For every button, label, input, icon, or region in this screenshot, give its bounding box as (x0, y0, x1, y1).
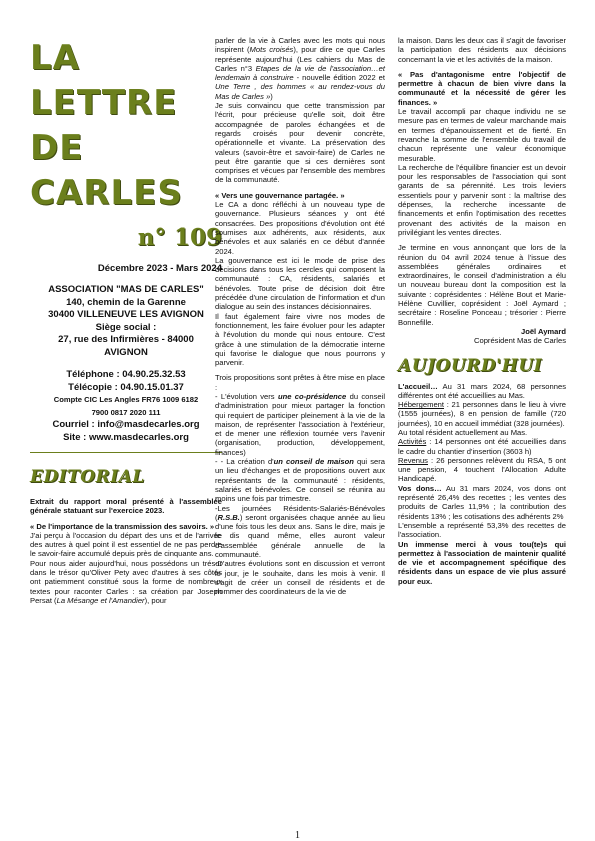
activites-paragraph: Activités : 14 personnes ont été accueillies dans le cadre du chantier d'insertion (3603 h) (398, 437, 566, 456)
contact-block (30, 369, 222, 444)
website-link[interactable]: Site : www.masdecarles.org (63, 431, 189, 443)
seat-label: Siège social : (95, 321, 157, 333)
finances-paragraph-2: La recherche de l'équilibre financier est un devoir pour les responsables de l'association qui sont garants de sa pérennité. Les trois leviers essentiels pour y parvenir sont : la maîtrise des dépenses, la recherche incessante de financements et enfin l'optimisation des recettes provenant des activités de la maison en privilégiant les ventes directes. (398, 162, 566, 237)
board-announcement: Je termine en vous annonçant que lors de la réunion du 04 avril 2024 tenue à l'issue des assemblées générales ordinaires et extraordinaires, le conseil d'administration a élu un nouveau bureau dont la composition est la suivante : coprésidentes : Hélène Bout et Marie-Hélène Cuvillier, coprésident : Joël Aymard ; secrétaire : Roseline Ponceau ; trésorier : Pierre Bonnefille. (398, 243, 566, 327)
governance-paragraph-3: Il faut également faire vivre nos modes de fonctionnement, les faire évoluer pour les adapter à l'évolution du monde qui nous entoure. C'est grâce à une stimulation de la démocratie interne qui favorise le dialogue que nous pourrons y parvenir. (215, 311, 385, 368)
seat-street: 27, rue des Infirmières - 84000 (58, 334, 194, 345)
divider (30, 452, 222, 453)
issue-number: n° 109 (137, 224, 222, 251)
masthead-line-2: LETTRE (30, 83, 178, 123)
issue-date: Décembre 2023 - Mars 2024 (97, 263, 222, 274)
editorial-paragraph-1: J'ai perçu à l'occasion du départ des uns et de l'arrivée des autres à quel point il est essentiel de ne pas perdre le savoir-faire accumulé depuis près de cinquante ans. (30, 530, 222, 559)
bank-account-1: Compte CIC Les Angles FR76 1009 6182 (53, 395, 199, 404)
finances-heading: « Pas d'antagonisme entre l'objectif de permettre à chacun de bien vivre dans la communauté et la nécessité de gérer les finances. » (398, 69, 566, 107)
phone: Téléphone : 04.90.25.32.53 (66, 369, 186, 380)
proposal-item-3: -Les journées Résidents-Salariés-Bénévoles (R.S.B.) seront organisées chaque année au lieu d'une fois tous les deux ans. Sans le dire, mais je le dis quand même, elles auront valeur d'assemblée générale annuelle de la communauté. (215, 503, 385, 560)
middle-column (215, 36, 385, 597)
association-street: 140, chemin de la Garenne (66, 296, 186, 308)
ensemble-paragraph: L'ensemble a représenté 53,3% des recettes de l'association. (398, 520, 566, 540)
left-column (30, 36, 222, 605)
masthead-title (30, 36, 222, 216)
signature-name: Joël Aymard (520, 326, 566, 336)
proposal-item-1: - L'évolution vers une co-présidence du conseil d'administration pour mieux partager la fonction qui requiert de participer pleinement à la vie de la maison, de représenter l'association à l'extérieur, et de mener une réflexion tournée vers l'avenir (organisation, production, développement, finances) (215, 391, 386, 457)
email-link[interactable]: Courriel : info@masdecarles.org (52, 419, 200, 430)
proposal-item-4: -D'autres évolutions sont en discussion et verront le jour, je le souhaite, dans les mois à venir. Il s'agit de créer un conseil de résidents et de nommer des coordinateurs de la vie de (215, 559, 385, 597)
editorial-intro: Extrait du rapport moral présenté à l'assemblée générale statuant sur l'exercice 2023. (30, 497, 222, 516)
page-number: 1 (295, 830, 300, 841)
column3-paragraph-1: la maison. Dans les deux cas il s'agit de favoriser la participation des résidents aux décisions concernant la vie et les activités de la maison. (398, 36, 566, 64)
thanks-paragraph: Un immense merci à vous tou(te)s qui permettez à l'association de maintenir qualité de vie et accompagnement spécifique des résidents dans un espace de vie plus assuré pour eux. (398, 539, 566, 586)
governance-paragraph-1: Le CA a donc réfléchi à un nouveau type de gouvernance. Plusieurs séances y ont été consacrées. Des propositions d'évolution ont été soumises aux adhérents, aux résidents, aux bénévoles et aux salariés en ce début d'année 2024. (215, 200, 385, 256)
right-column (398, 36, 566, 586)
governance-paragraph-2: La gouvernance est ici le mode de prise des décisions dans tous les cercles qui composent la communauté : CA, résidents, salariés et bénévoles. Toute prise de décision doit être précédée d'une circulation de l'information et d'un dialogue au sein des instances décisionnaires. (215, 255, 385, 312)
proposal-item-2: - - La création d'un conseil de maison qui sera un lieu d'échanges et de propositions ouvert aux représentants de la communauté : résidents, salariés et bénévoles. Ce conseil se réunira au moins une fois par trimestre. (215, 457, 385, 504)
revenus-paragraph: Revenus : 26 personnes relèvent du RSA, 5 ont une pension, 4 touchent l'Allocation Adulte Handicapé. (398, 455, 566, 484)
editorial-paragraph-2: Pour nous aider aujourd'hui, nous possédons un trésor dans le trésor qu'Oliver Pety avec d'autres à ses côtés ont patiemment constitué sous la forme de nombreux textes pour raconter Carles : sa création par Joseph Persat (La Mésange et l'Amandier), pour (30, 558, 222, 605)
masthead-line-1: LA (30, 38, 80, 78)
association-address (30, 284, 222, 359)
accueil-paragraph: L'accueil… Au 31 mars 2024, 68 personnes différentes ont été accueillies au Mas. (398, 381, 566, 400)
finances-paragraph-1: Le travail accompli par chaque individu ne se mesure pas en termes de valeur marchande mais en termes d'épanouissement et de fierté. En revanche la somme de l'ensemble du travail de chacun représente une valeur économique mesurable. (398, 107, 566, 163)
seat-city: AVIGNON (104, 346, 148, 358)
masthead-line-4: CARLES (30, 173, 183, 213)
hebergement-paragraph: Hébergement : 21 personnes dans le lieu à vivre (1555 journées), 8 en pension de famille (720 journées), 10 en accueil immédiat (328 journées). (398, 400, 566, 428)
signature-role: Coprésident Mas de Carles (473, 336, 566, 346)
masthead-line-3: DE (30, 128, 84, 168)
bank-account-2: 7900 0817 2020 111 (91, 407, 161, 417)
editorial-title: EDITORIAL (30, 467, 145, 487)
aujourdhui-title: AUJOURD'HUI (398, 355, 543, 376)
fax: Télécopie : 04.90.15.01.37 (68, 381, 184, 393)
association-name: ASSOCIATION "MAS DE CARLES" (48, 284, 204, 295)
governance-heading: « Vers une gouvernance partagée. » (215, 190, 345, 200)
editorial-heading-1: « De l'importance de la transmission des savoirs. » (30, 521, 215, 531)
total-paragraph: Au total résident actuellement au Mas. (398, 427, 528, 437)
proposals-intro: Trois propositions sont prêtes à être mise en place : (215, 373, 385, 392)
column2-paragraph-2: Je suis convaincu que cette transmission par l'écrit, pour précieuse qu'elle soit, doit être accompagnée de paroles échangées et de regards croisés pour devenir concrète, opérationnelle et vivante. La préservation des valeurs (savoir-être et savoir-faire) de Carles ne peut être garantie que si ces dernières sont comprises et vécues par l'ensemble des membres de la communauté. (215, 101, 385, 185)
dons-paragraph: Vos dons… Au 31 mars 2024, vos dons ont représenté 26,4% des recettes ; les ventes des produits de Carles 11,9% ; la contribution des résidents 13% ; les cotisations des adhérents 2% (398, 483, 566, 521)
association-city: 30400 VILLENEUVE LES AVIGNON (48, 309, 204, 320)
column2-paragraph-1: parler de la vie à Carles avec les mots qui nous inspirent (Mots croisés), pour dire ce que Carles représente aujourd'hui (Les cahiers du Mas de Carles n°3 Etapes de la vie de l'association…et lendemain à construire - nouvelle édition 2022 et Une Terre , des hommes « au rendez-vous du Mas de Carles ») (215, 36, 386, 101)
